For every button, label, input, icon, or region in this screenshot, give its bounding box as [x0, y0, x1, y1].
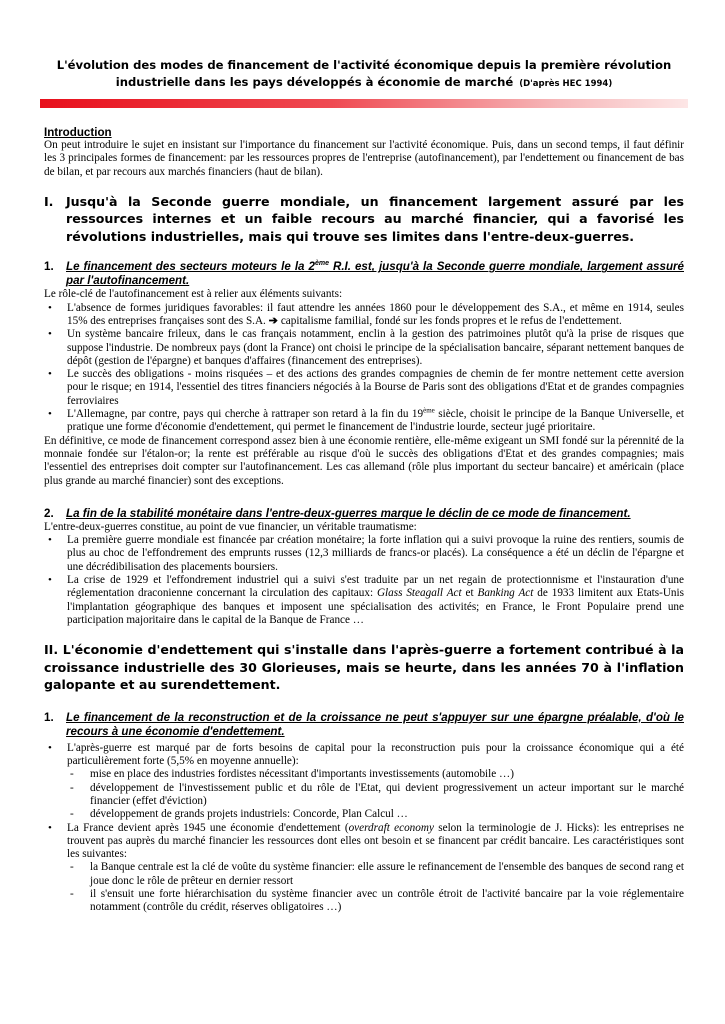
subsection-1-1-number: 1.	[44, 260, 54, 274]
list-item-text: de 1933 limitent aux Etats-Unis l'implantation géographique des banques et imposent une spécialisation des activités; en France, le Front Populaire prend une participation majoritaire dans le capital de la Banque de France …	[67, 587, 684, 626]
section-2-title: L'économie d'endettement qui s'installe dans l'après-guerre a fortement contribué à la croissance industrielle des 30 Glorieuses, mais se heurte, dans les années 70 à l'inflation galopante et au surendettement.	[44, 642, 685, 693]
list-item-text: selon la terminologie de J. Hicks): les entreprises ne trouvent pas auprès du marché financier les ressources dont elles ont besoin et se financent par crédit bancaire. Les caractéristiques sont les suivantes:	[67, 821, 684, 861]
dash-item: - la Banque centrale est la clé de voûte du système financier: elle assure le refinancement de l'ensemble des banques de second rang et joue donc le rôle de prêteur en dernier ressort	[44, 861, 684, 888]
list-item	[44, 302, 684, 329]
document-title	[44, 57, 684, 93]
list-item-text: L'absence de formes juridiques favorables: il faut attendre les années 1860 pour le développement des S.A., et même en 1914, seules 15% des entreprises françaises sont des S.A.	[67, 301, 684, 327]
bullet-list	[44, 742, 684, 915]
law-name: Banking Act	[477, 587, 534, 600]
bullet-list	[44, 534, 684, 627]
intro-text: On peut introduire le sujet en insistant sur l'importance du financement sur l'activité économique. Puis, dans un second temps, il faut définir les 3 principales formes de financement: par les ressources propres de l'entreprise (autofinancement), par l'endettement ou financement de bas de bilan, et par recours aux marchés financiers (haut de bilan).	[44, 139, 684, 178]
dash-list	[44, 768, 684, 821]
subsection-1-1-conclusion: En définitive, ce mode de financement correspond assez bien à une économie rentière, elle-même exigeant un SMI fondé sur la pérennité de la monnaie fondée sur l'étalon-or; la rente est préférable au risque d'où le succès des obligations d'Etat et des grandes compagnies; mais l'essentiel des entreprises doit compter sur l'autofinancement. Les cas allemand (rôle plus important du secteur bancaire) et américain (place plus grande au marché financier) sont des exceptions.	[44, 434, 684, 487]
list-item: • Le succès des obligations - moins risquées – et des actions des grandes compagnies de chemin de fer montre nettement cette aversion pour le risque; en 1914, l'essentiel des titres financiers négociés à la Bourse de Paris sont des obligations d'Etat et de grandes compagnies ferroviaires	[44, 368, 684, 408]
term: overdraft economy	[348, 821, 434, 834]
list-item	[44, 742, 684, 822]
title-gradient-bar	[40, 99, 688, 108]
subsection-2-1-title: Le financement de la reconstruction et de la croissance ne peut s'appuyer sur une épargne préalable, d'où le recours à une économie d'endettement.	[66, 710, 684, 738]
subsection-1-2-number: 2.	[44, 506, 54, 520]
list-item	[44, 574, 684, 627]
subsection-1-1-heading	[44, 260, 684, 288]
subsection-1-2-lead: L'entre-deux-guerres constitue, au point de vue financier, un véritable traumatisme:	[44, 520, 417, 533]
subsection-2-1-heading	[44, 711, 684, 739]
subsection-1-1-lead: Le rôle-clé de l'autofinancement est à relier aux éléments suivants:	[44, 288, 343, 301]
list-item-text: La crise de 1929 et l'effondrement industriel qui a suivi s'est traduite par un net regain de protectionnisme et l'instauration d'une réglementation draconienne concernant la circulation des capitaux:	[67, 574, 684, 600]
arrow-right-icon: ➔	[268, 314, 279, 327]
section-2-heading	[44, 641, 684, 694]
subsection-2-1-number: 1.	[44, 710, 54, 724]
list-item-text: et	[461, 587, 478, 600]
list-item-text: siècle, choisit le principe de la Banque Universelle, et pratique une forme d'économie d'endettement, qui permet le financement de l'industrie lourde, secteur jugé prioritaire.	[67, 408, 684, 434]
intro-heading: Introduction	[44, 126, 112, 139]
subsection-1-2-title: La fin de la stabilité monétaire dans l'entre-deux-guerres marque le déclin de ce mode de financement.	[66, 506, 631, 520]
dash-item: - développement de grands projets industriels: Concorde, Plan Calcul …	[44, 808, 684, 821]
bullet-list	[44, 302, 684, 435]
dash-list	[44, 861, 684, 914]
subsection-1-1-title	[66, 260, 684, 288]
subsection-1-2-heading	[44, 507, 684, 521]
list-item-text: L'Allemagne, par contre, pays qui cherche à rattraper son retard à la fin du 19	[67, 408, 424, 421]
superscript: ème	[314, 260, 329, 268]
section-1-title: Jusqu'à la Seconde guerre mondiale, un financement largement assuré par les ressources internes et un faible recours au marché financier, qui a favorisé les révolutions industrielles, mais qui trouve ses limites dans l'entre-deux-guerres.	[66, 193, 684, 244]
subsection-1-1-title-part: R.I. est, jusqu'à la Seconde guerre mondiale, largement assuré par l'autofinancement.	[66, 260, 684, 288]
list-item: • Un système bancaire frileux, dans le cas français notamment, enclin à la gestion des patrimoines plutôt qu'à la prise de risques que suppose l'industrie. De nombreux pays (dont la France) ont choisi le principe de la spécialisation bancaire, séparant nettement banques de dépôt (gestion de l'épargne) et banques d'affaires (financement des entreprises).	[44, 328, 684, 368]
subsection-1-1-title-part: Le financement des secteurs moteurs le la 2	[66, 260, 315, 274]
list-item-text: La France devient après 1945 une économie d'endettement (	[67, 821, 349, 834]
list-item	[44, 822, 684, 915]
list-item-text: capitalisme familial, fondé sur les fonds propres et le refus de l'endettement.	[278, 314, 622, 327]
dash-item: - développement de l'investissement public et du rôle de l'Etat, qui devient progressivement un acteur important sur le marché financier (effet d'éviction)	[44, 782, 684, 809]
section-1-heading	[44, 193, 684, 246]
dash-item: - mise en place des industries fordistes nécessitant d'importants investissements (automobile …)	[44, 768, 684, 781]
dash-item: - il s'ensuit une forte hiérarchisation du système financier avec un contrôle étroit de l'activité bancaire par la voie réglementaire notamment (contrôle du crédit, réserves obligatoires …)	[44, 888, 684, 915]
section-1-number: I.	[44, 193, 54, 209]
list-item	[44, 408, 684, 435]
title-main: L'évolution des modes de financement de l'activité économique depuis la première révolution industrielle dans les pays développés à économie de marché	[56, 58, 672, 89]
title-source: (D'après HEC 1994)	[519, 79, 613, 89]
superscript: ème	[423, 406, 435, 415]
list-item: • La première guerre mondiale est financée par création monétaire; la forte inflation qui a suivi provoque la ruine des rentiers, soumis de plus au choc de l'effondrement des emprunts russes (12,3 milliards de francs-or placés). La conséquence a été un déclin de l'épargne et une décrédibilisation des placements boursiers.	[44, 534, 684, 574]
document-page	[44, 57, 684, 915]
law-name: Glass Steagall Act	[376, 587, 462, 600]
list-item-text: L'après-guerre est marqué par de forts besoins de capital pour la reconstruction puis pour la croissance économique qui a été particulièrement forte (5,5% en moyenne annuelle):	[67, 741, 684, 768]
section-2-number: II.	[44, 642, 59, 658]
